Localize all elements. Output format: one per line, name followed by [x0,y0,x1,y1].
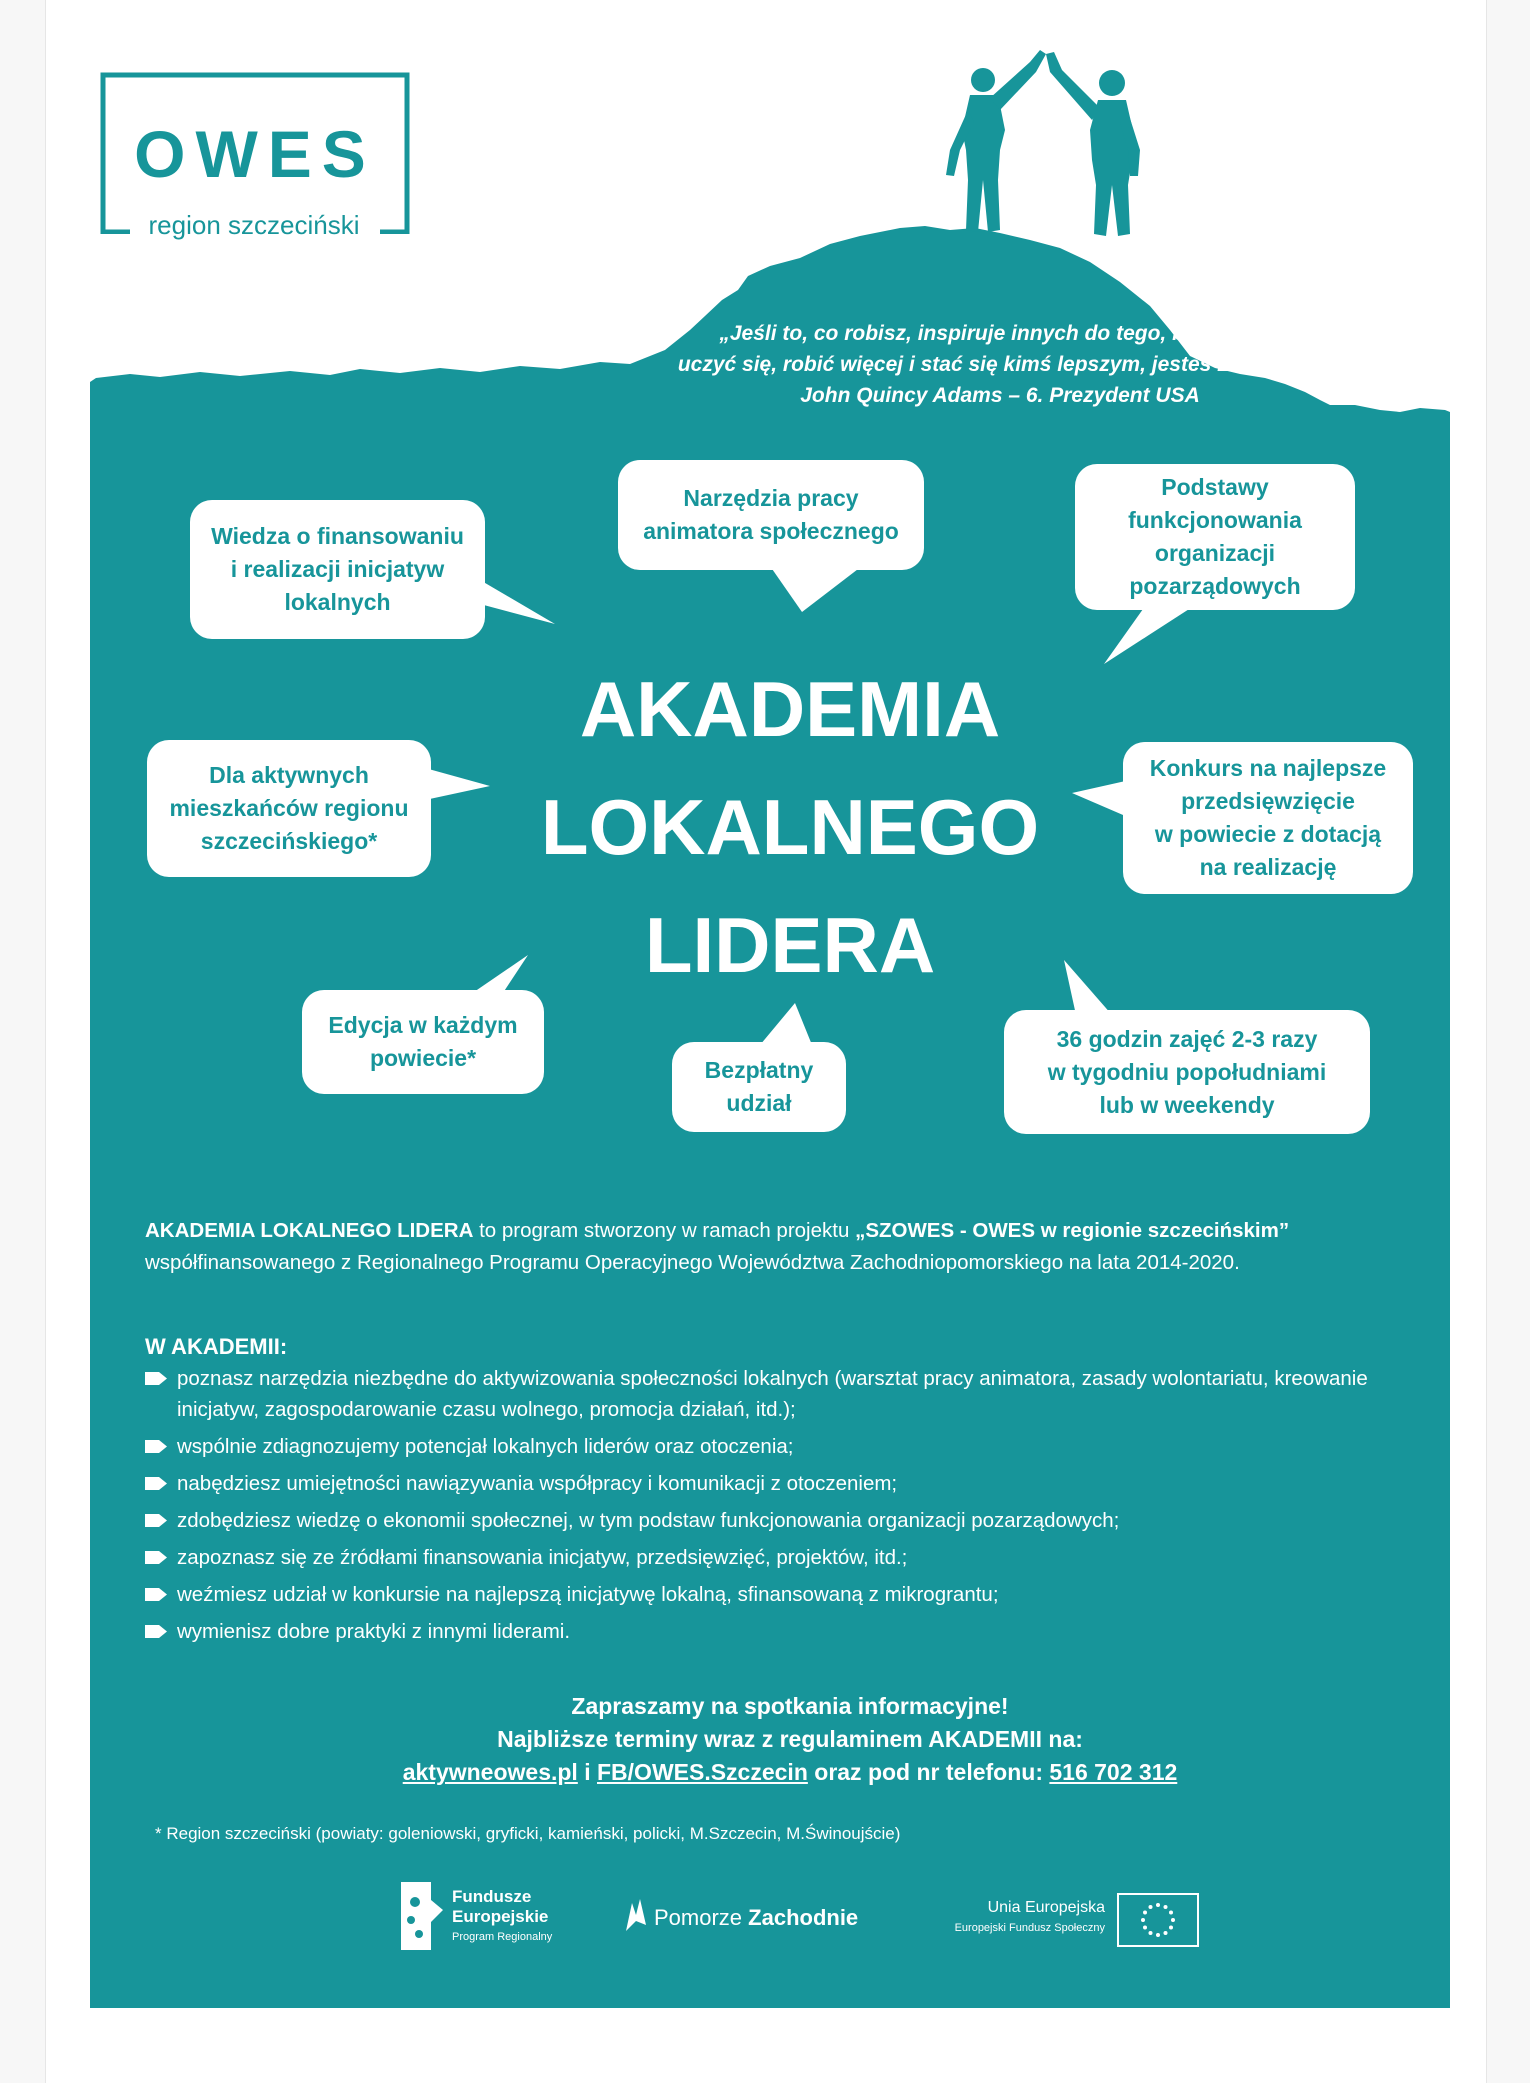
title-line-2: LOKALNEGO [540,783,1040,871]
pomorze-zachodnie-logo-text [654,1905,858,1931]
website-link[interactable]: aktywneowes.pl [402,1759,578,1785]
intro-text-2: współfinansowanego z Regionalnego Programu Operacyjnego Województwa Zachodniopomorskiego na lata 2014-2020. [145,1251,1240,1274]
invite-line-1: Zapraszamy na spotkania informacyjne! [571,1693,1009,1719]
bubble-aktywni-line: Dla aktywnych [209,762,369,788]
bubble-finansowanie-line: Wiedza o finansowaniu [211,523,464,549]
bubble-podstawy-line: organizacji [1154,540,1276,566]
bubble-podstawy-line: pozarządowych [1129,573,1301,599]
bubble-podstawy-line: funkcjonowania [1128,507,1302,533]
bubble-aktywni-line: mieszkańców regionu [169,795,409,821]
bubble-konkurs-line: na realizację [1199,854,1337,880]
bubble-bezplatny [672,1042,846,1132]
bubble-aktywni-line: szczecińskiego* [200,828,378,854]
tag-bullet-icon [145,1477,167,1490]
bubble-edycja-line: Edycja w każdym [328,1012,518,1038]
list-item-text: zdobędziesz wiedzę o ekonomii społecznej, w tym podstaw funkcjonowania organizacji pozarządowych; [177,1509,1120,1532]
invite-line-3 [250,1756,1330,1789]
fundusze-europejskie-icon [397,1880,445,1952]
fe-line-2: Europejskie [452,1907,549,1926]
ue-line-1: Unia Europejska [987,1899,1105,1916]
list-item-text: nabędziesz umiejętności nawiązywania współpracy i komunikacji z otoczeniem; [177,1472,898,1495]
eu-flag-icon [1117,1893,1199,1947]
bubble-godziny [1004,1010,1370,1134]
tag-bullet-icon [145,1514,167,1527]
bubble-narzedzia-line: Narzędzia pracy [683,485,859,511]
bubble-aktywni [147,740,431,877]
bubble-finansowanie-line: lokalnych [284,589,391,615]
bubble-bezplatny-line: Bezpłatny [704,1057,814,1083]
invite-text-3: oraz pod nr telefonu: [807,1759,1050,1785]
tag-bullet-icon [145,1551,167,1564]
bubble-konkurs-line: Konkurs na najlepsze [1149,755,1387,781]
list-item-text: wymienisz dobre praktyki z innymi liderami. [177,1620,571,1643]
phone-link[interactable]: 516 702 312 [1049,1759,1178,1785]
pz-bold: Zachodnie [748,1905,859,1930]
bubble-podstawy [1075,464,1355,610]
intro-program-name: AKADEMIA LOKALNEGO LIDERA [145,1219,474,1242]
quote-author: John Quincy Adams – 6. Prezydent USA [800,384,1200,407]
tag-bullet-icon [145,1440,167,1453]
bubble-bezplatny-line: udział [726,1090,792,1116]
logo-owes-text: OWES [134,117,376,191]
akademii-list [145,1363,1435,1653]
invite-line-2: Najbliższe terminy wraz z regulaminem AKADEMII na: [497,1726,1083,1752]
fundusze-europejskie-logo-text [452,1887,552,1947]
bubble-godziny-line: 36 godzin zajęć 2-3 razy [1056,1025,1318,1052]
list-item [145,1542,1435,1573]
bubble-edycja-line: powiecie* [369,1045,477,1071]
list-item-text: poznasz narzędzia niezbędne do aktywizowania społeczności lokalnych (warsztat pracy animatora, zasady wolontariatu, kreowanie inicjatyw, zagospodarowanie czasu wolnego, promocja działań, itd.); [177,1367,1368,1421]
title-line-1: AKADEMIA [579,665,1001,753]
bubble-finansowanie-line: i realizacji inicjatyw [230,556,445,582]
footnote: * Region szczeciński (powiaty: goleniowski, gryficki, kamieński, policki, M.Szczecin, M.Świnoujście) [155,1824,901,1843]
main-title [480,650,1100,1004]
list-item [145,1363,1435,1425]
quote-line-1: „Jeśli to, co robisz, inspiruje innych do tego, by marzyć, [719,322,1281,345]
quote-line-2: uczyć się, robić więcej i stać się kimś lepszym, jesteś LIDEREM” [677,353,1323,376]
list-item [145,1616,1435,1647]
intro-paragraph [145,1215,1435,1279]
invitation [250,1690,1330,1789]
tag-bullet-icon [145,1372,167,1385]
facebook-link[interactable]: FB/OWES.Szczecin [597,1759,808,1785]
list-item [145,1468,1435,1499]
pomorze-zachodnie-icon [622,1895,650,1935]
list-item-text: wspólnie zdiagnozujemy potencjał lokalnych liderów oraz otoczenia; [177,1435,794,1458]
tag-bullet-icon [145,1625,167,1638]
tag-bullet-icon [145,1588,167,1601]
bubble-konkurs-line: w powiecie z dotacją [1154,821,1382,847]
invite-sep: i [577,1759,597,1785]
bubble-godziny-line: w tygodniu popołudniami [1047,1058,1327,1085]
bubble-podstawy-line: Podstawy [1161,474,1269,500]
intro-project-name: „SZOWES - OWES w regionie szczecińskim” [855,1219,1290,1242]
ue-line-2: Europejski Fundusz Społeczny [954,1922,1105,1934]
fe-line-3: Program Regionalny [452,1931,553,1943]
bubble-godziny-line: lub w weekendy [1099,1091,1275,1118]
bubble-narzedzia-line: animatora społecznego [643,518,899,544]
bubble-edycja [302,990,544,1094]
list-item-text: weźmiesz udział w konkursie na najlepszą inicjatywę lokalną, sfinansowaną z mikrograntu; [177,1583,999,1606]
pz-light: Pomorze [654,1905,749,1930]
title-line-3: LIDERA [644,901,936,989]
intro-text-1: to program stworzony w ramach projektu [473,1219,856,1242]
akademii-heading: W AKADEMII: [145,1334,288,1359]
logo-region-text: region szczeciński [148,210,360,240]
list-item [145,1579,1435,1610]
list-item-text: zapoznasz się ze źródłami finansowania inicjatyw, przedsięwzięć, projektów, itd.; [177,1546,908,1569]
bubble-konkurs-line: przedsięwzięcie [1181,788,1355,814]
list-item [145,1505,1435,1536]
list-item [145,1431,1435,1462]
bubble-narzedzia [618,460,924,570]
bubble-finansowanie [190,500,485,639]
unia-europejska-logo-text [905,1898,1105,1938]
bubble-konkurs [1123,742,1413,894]
fe-line-1: Fundusze [452,1887,532,1906]
